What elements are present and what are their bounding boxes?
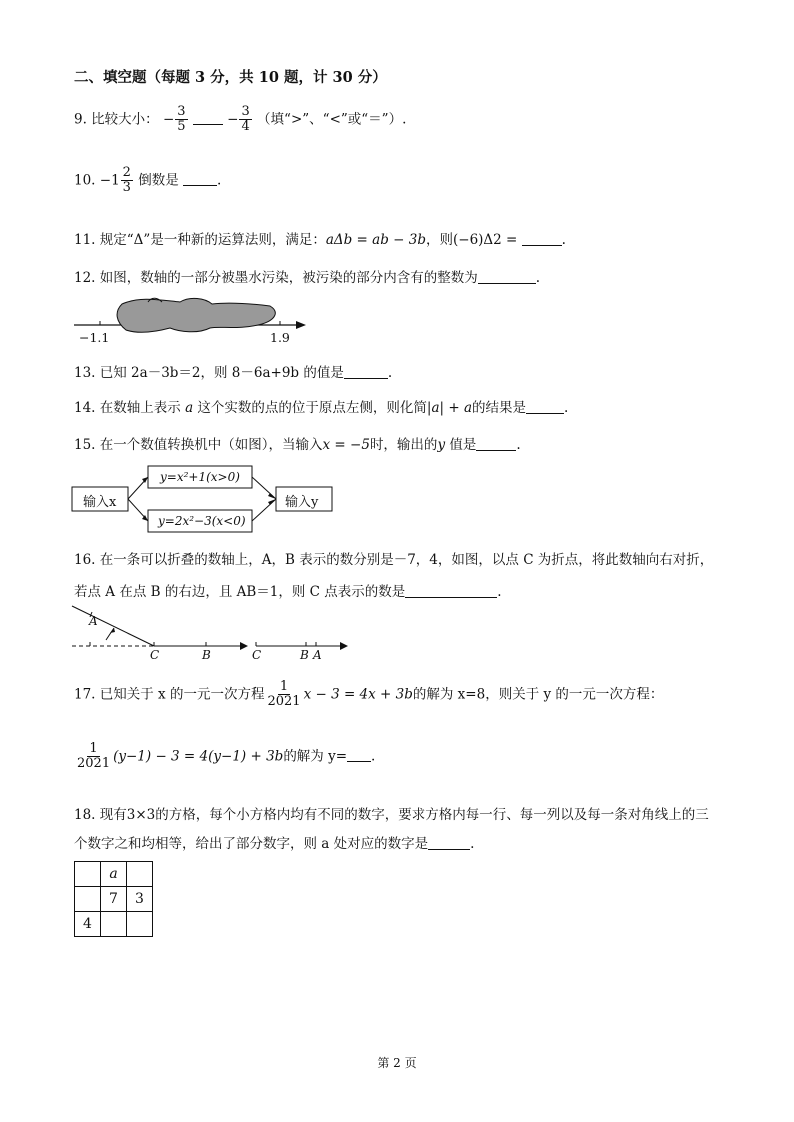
- answer-blank[interactable]: [344, 364, 388, 379]
- grid-cell[interactable]: [75, 862, 101, 887]
- answer-blank[interactable]: [526, 399, 564, 414]
- question-18-line-1: 18. 现有3×3的方格，每个小方格内均有不同的数字，要求方格内每一行、每一列以及每一条对角线上的三: [74, 807, 709, 823]
- label-1-9: 1.9: [270, 330, 290, 345]
- answer-blank[interactable]: [428, 835, 470, 850]
- point-c-label: C: [150, 648, 160, 662]
- question-18-line-2: 个数字之和均相等，给出了部分数字，则 a 处对应的数字是 .: [74, 836, 475, 852]
- fraction: $\frac{3}{5}$: [177, 104, 186, 135]
- point-b-label: B: [202, 648, 211, 662]
- grid-cell[interactable]: 3: [127, 887, 153, 912]
- answer-blank[interactable]: [476, 436, 516, 451]
- page-footer: 第 2 页: [377, 1056, 417, 1070]
- formula-bottom: y=2x²−3(x<0): [158, 514, 246, 528]
- question-15: 15. 在一个数值转换机中（如图），当输入x = −5时，输出的y 值是 .: [74, 437, 521, 453]
- grid-cell[interactable]: a: [101, 862, 127, 887]
- fraction: $\frac{2}{3}$: [122, 165, 131, 196]
- answer-blank[interactable]: [193, 110, 223, 125]
- fraction: $\frac{1}{2021}$: [77, 741, 111, 772]
- question-10: 10. −1 $\frac{2}{3}$ 倒数是 .: [74, 165, 222, 196]
- grid-cell[interactable]: [127, 862, 153, 887]
- fraction: $\frac{3}{4}$: [241, 104, 250, 135]
- answer-blank[interactable]: [405, 583, 497, 598]
- question-16-line-1: 16. 在一条可以折叠的数轴上，A，B 表示的数分别是－7，4，如图，以点 C 为折点，将此数轴向右对折，: [74, 552, 714, 568]
- question-14: 14. 在数轴上表示 a 这个实数的点的位于原点左侧，则化简|a| + a的结果是 .: [74, 400, 569, 416]
- answer-blank[interactable]: [347, 747, 371, 762]
- grid-cell[interactable]: [127, 912, 153, 937]
- question-17-line-2: $\frac{1}{2021}$ (y−1) − 3 = 4(y−1) + 3b的解为 y= .: [77, 741, 376, 772]
- section-title: 二、填空题（每题 3 分，共 10 题，计 30 分）: [74, 69, 387, 86]
- grid-cell[interactable]: [75, 887, 101, 912]
- folded-number-line-diagram: [70, 600, 350, 652]
- grid-cell[interactable]: 7: [101, 887, 127, 912]
- question-16-line-2: 若点 A 在点 B 的右边，且 AB＝1，则 C 点表示的数是 .: [74, 584, 502, 600]
- point-a-label: A: [89, 614, 98, 628]
- question-12: 12. 如图，数轴的一部分被墨水污染，被污染的部分内含有的整数为 .: [74, 270, 541, 286]
- answer-blank[interactable]: [522, 231, 562, 246]
- output-y-box-label: 输入y: [285, 495, 319, 510]
- point-c-label-folded: C: [252, 648, 262, 662]
- formula-top: y=x²+1(x>0): [160, 470, 240, 484]
- question-9: 9. 比较大小： − $\frac{3}{5}$ − $\frac{3}{4}$ （填“>”、“<”或“＝”）.: [74, 104, 407, 135]
- point-b-label-folded: B: [300, 648, 309, 662]
- grid-cell[interactable]: [101, 912, 127, 937]
- answer-blank[interactable]: [183, 171, 217, 186]
- grid-cell[interactable]: 4: [75, 912, 101, 937]
- question-17-line-1: 17. 已知关于 x 的一元一次方程 $\frac{1}{2021}$ x − 3 = 4x + 3b的解为 x=8，则关于 y 的一元一次方程：: [74, 679, 664, 710]
- fraction: $\frac{1}{2021}$: [267, 679, 301, 710]
- answer-blank[interactable]: [478, 269, 536, 284]
- question-11: 11. 规定“Δ”是一种新的运算法则，满足：aΔb = ab − 3b，则(−6)Δ2 = .: [74, 232, 566, 248]
- question-13: 13. 已知 2a－3b＝2，则 8－6a+9b 的值是 .: [74, 365, 393, 381]
- point-a-label-folded: A: [313, 648, 322, 662]
- magic-square-grid: [74, 861, 153, 937]
- input-x-box-label: 输入x: [83, 495, 117, 510]
- label-minus-1-1: −1.1: [79, 330, 110, 345]
